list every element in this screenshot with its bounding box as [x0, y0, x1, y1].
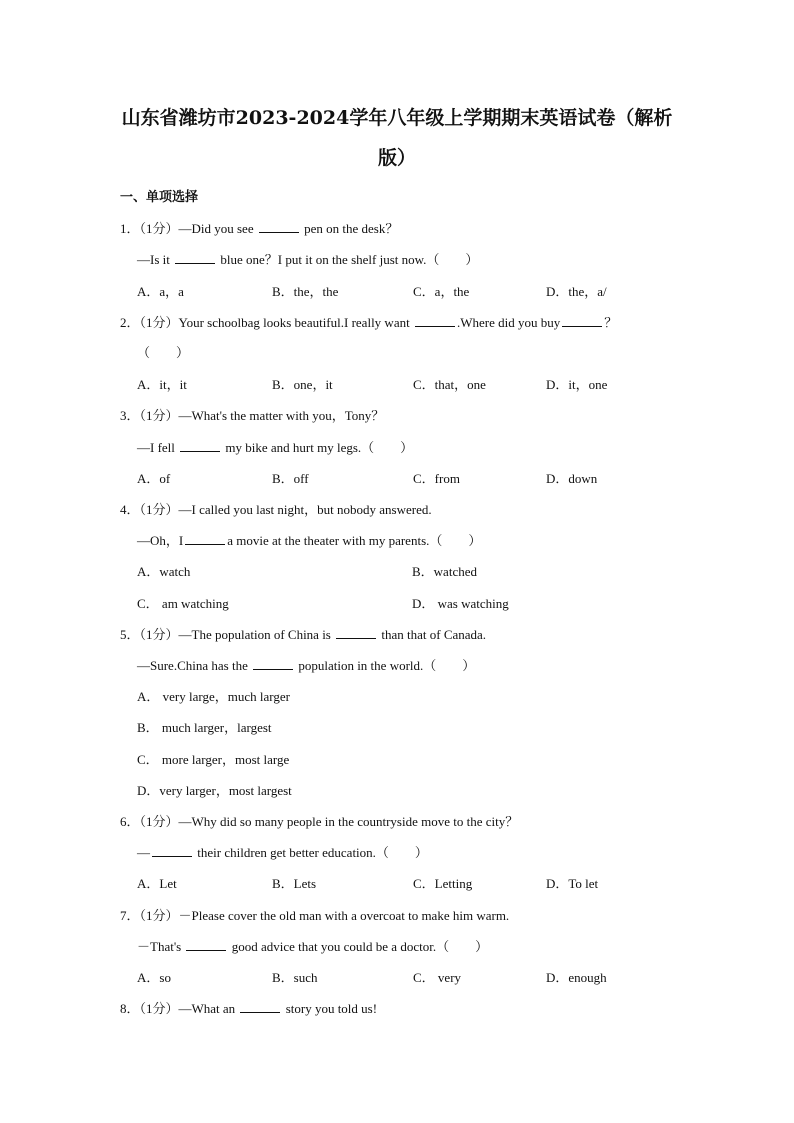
- question-2-stem: [120, 312, 674, 331]
- option-d: D．To let: [546, 876, 599, 891]
- question-4-stem: 4．（1分）—I called you last night，but nobody answered.: [120, 502, 432, 517]
- option-c: C．a，the: [413, 284, 470, 299]
- question-8-stem: [120, 998, 377, 1017]
- option-b: B．off: [272, 471, 309, 486]
- reply-text: —Oh，I: [137, 533, 184, 548]
- question-text: than that of Canada.: [378, 627, 487, 642]
- question-1-reply: [137, 249, 478, 268]
- option-d: D．it，one: [546, 377, 608, 392]
- option-b: B． much larger，largest: [137, 720, 272, 735]
- question-7-reply: [137, 936, 488, 955]
- question-text: ？: [604, 315, 618, 330]
- option-c: C．that，one: [413, 377, 486, 392]
- option-c: C． am watching: [137, 596, 229, 611]
- question-text: pen on the desk？: [300, 221, 399, 236]
- question-text: 1．（1分）—Did you see: [120, 221, 257, 236]
- reply-text: blue one？I put it on the shelf just now.（ ）: [217, 252, 479, 267]
- question-4-reply: [137, 530, 481, 549]
- question-text: .Where did you buy: [456, 315, 561, 330]
- question-text: 2．（1分）Your schoolbag looks beautiful.I really want: [120, 315, 413, 330]
- question-5-reply: [137, 655, 475, 674]
- option-c: C． more larger，most large: [137, 752, 290, 767]
- answer-blank: [240, 1011, 280, 1013]
- reply-text: a movie at the theater with my parents.（ ）: [227, 533, 482, 548]
- question-5-stem: [120, 624, 486, 643]
- option-b: B．Lets: [272, 876, 317, 891]
- option-a: A．watch: [137, 564, 191, 579]
- exam-title: [100, 98, 694, 178]
- reply-text: —I fell: [137, 440, 179, 455]
- answer-blank: [259, 231, 299, 233]
- answer-blank: [253, 668, 293, 670]
- answer-blank: [180, 450, 220, 452]
- option-b: B．such: [272, 970, 318, 985]
- question-1-stem: [120, 218, 398, 237]
- option-c: C．Letting: [413, 876, 473, 891]
- question-text: story you told us!: [282, 1001, 378, 1016]
- option-d: D． was watching: [412, 596, 509, 611]
- answer-blank: [415, 325, 455, 327]
- answer-blank: [152, 855, 192, 857]
- question-3-reply: [137, 437, 413, 456]
- title-line-1: 山东省潍坊市2023-2024学年八年级上学期期末英语试卷（解析: [121, 107, 673, 129]
- reply-text: —Is it: [137, 252, 174, 267]
- question-7-stem: 7．（1分）－Please cover the old man with a overcoat to make him warm.: [120, 908, 510, 923]
- reply-text: —: [137, 845, 150, 860]
- option-b: B．watched: [412, 564, 477, 579]
- answer-blank: [562, 325, 602, 327]
- option-d: D．down: [546, 471, 598, 486]
- option-b: B．one，it: [272, 377, 333, 392]
- option-a: A．it，it: [137, 377, 187, 392]
- option-c: C．from: [413, 471, 460, 486]
- title-line-2: 版）: [377, 147, 416, 169]
- option-d: D．very larger，most largest: [137, 783, 292, 798]
- option-d: D．enough: [546, 970, 607, 985]
- answer-blank: [336, 637, 376, 639]
- question-6-reply: [137, 842, 428, 861]
- option-b: B．the，the: [272, 284, 339, 299]
- option-a: A． very large，much larger: [137, 689, 290, 704]
- reply-text: good advice that you could be a doctor.（ ）: [228, 939, 489, 954]
- option-a: A．so: [137, 970, 171, 985]
- question-3-stem: 3．（1分）—What's the matter with you，Tony？: [120, 408, 385, 423]
- question-6-stem: 6．（1分）—Why did so many people in the countryside move to the city？: [120, 814, 519, 829]
- answer-blank: [175, 262, 215, 264]
- question-text: 8．（1分）—What an: [120, 1001, 239, 1016]
- reply-text: their children get better education.（ ）: [194, 845, 428, 860]
- option-d: D．the，a/: [546, 284, 607, 299]
- reply-text: —Sure.China has the: [137, 658, 252, 673]
- section-heading: 一、单项选择: [120, 190, 199, 205]
- reply-text: population in the world.（ ）: [295, 658, 476, 673]
- reply-text: －That's: [137, 939, 185, 954]
- reply-text: my bike and hurt my legs.（ ）: [222, 440, 414, 455]
- option-c: C． very: [413, 970, 462, 985]
- option-a: A．a，a: [137, 284, 184, 299]
- answer-blank: [186, 949, 226, 951]
- option-a: A．Let: [137, 876, 177, 891]
- question-text: 5．（1分）—The population of China is: [120, 627, 335, 642]
- question-2-reply: （ ）: [137, 345, 190, 360]
- answer-blank: [185, 543, 225, 545]
- option-a: A．of: [137, 471, 171, 486]
